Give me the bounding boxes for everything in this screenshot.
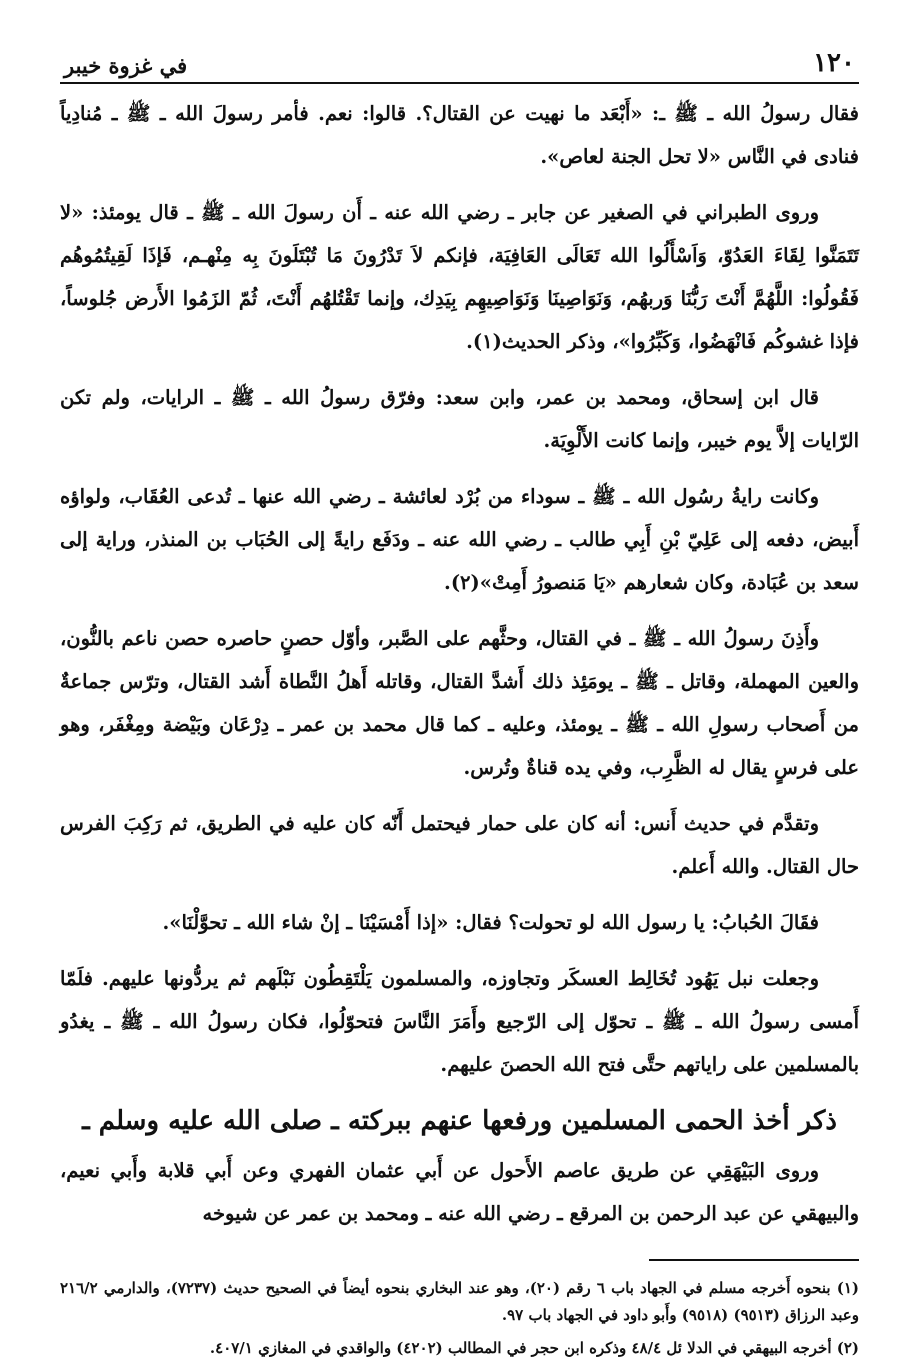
- paragraph: فقَالَ الحُبابُ: يا رسول الله لو تحولت؟ فقال: «إذا أَمْسَيْنَا ـ إنْ شاء الله ـ تحوَّلْنَا».: [162, 911, 819, 934]
- footnote: (٢) أخرجه البيهقي في الدلا ئل ٤٨/٤ وذكره ابن حجر في المطالب (٤٢٠٢) والواقدي في المغازي ٤٠٧/١.: [209, 1339, 859, 1357]
- paragraph: وكانت رايةُ رسُول الله ـ ﷺ ـ سوداء من بُرْد لعائشة ـ رضي الله عنها ـ تُدعى العُقَاب، ولواؤه أَبيض، دفعه إلى عَلِيّ بْنِ أَبِي طالب ـ رضي الله عنه ـ ودَفَع رايةً إلى الحُبَاب بن المنذر، وراية إلى سعد بن عُبَادة، وكان شعارهم «يَا مَنصورُ أَمِتْ»(٢).: [60, 485, 859, 594]
- book-page: [60, 38, 860, 1357]
- paragraph: فقال رسولُ الله ـ ﷺ ـ: «أَبْعَد ما نهيت عن القتال؟. قالوا: نعم. فأمر رسولَ الله ـ ﷺ ـ مُنادِياً فنادى في النَّاس «لا تحل الجنة لعاص».: [60, 102, 859, 168]
- paragraph: وجعلت نبل يَهُود تُخَالِط العسكَر وتجاوزه، والمسلمون يَلْتَقِطُون نَبْلَهم ثم يردُّونها عليهم. فلَمّا أَمسى رسولُ الله ـ ﷺ ـ تحوّل إلى الرّجيع وأَمَرَ النَّاسَ فتحوّلُوا، فكان رسولُ الله ـ ﷺ ـ يغدُو بالمسلمين على راياتهم حتَّى فتح الله الحصنَ عليهم.: [60, 967, 859, 1076]
- footnote-rule: [649, 1259, 859, 1261]
- footnote: (١) بنحوه أَخرجه مسلم في الجهاد باب ٦ رقم (٢٠)، وهو عند البخاري بنحوه أيضاً في الصحيح حديث (٧٢٣٧)، والدارمي ٢١٦/٢ وعبد الرزاق (٩٥١٣) (٩٥١٨) وأَبو داود في الجهاد باب ٩٧.: [60, 1279, 860, 1324]
- paragraph: وروى الطبراني في الصغير عن جابر ـ رضي الله عنه ـ أَن رسولَ الله ـ ﷺ ـ قال يومئذ: «لا تَتَمَنَّوا لِقَاءَ العَدُوّ، وَاَسْأَلُوا الله تَعَالَى العَافِيَة، فإنكم لاَ تَدْرُونَ مَا تُبْتَلَونَ بِه مِنْهـم، فَإذَا لَقِيتُمُوهُم فَقُولُوا: اللَّهُمَّ أَنْتَ رَبُّنَا وَربهُم، وَنَوَاصِينَا وَنَوَاصِيهِم بِيَدِك، وإنما تَقْتُلهُم أَنْتَ، ثُمّ الزَمُوا الأَرض جُلوساً، فإذا غشوكُم فَانْهَضُوا، وَكَبِّرُوا»، وذكر الحديث(١).: [60, 201, 859, 353]
- page-header: [60, 38, 859, 78]
- page-number: ١٢٠: [813, 48, 855, 78]
- running-title: في غزوة خيبر: [64, 53, 188, 78]
- footnotes: [60, 1275, 859, 1362]
- paragraph: وتقدَّم في حديث أَنس: أنه كان على حمار فيحتمل أَنّه كان عليه في الطريق، ثم رَكِبَ الفرس حال القتال. والله أَعلم.: [60, 812, 859, 878]
- paragraph: قال ابن إسحاق، ومحمد بن عمر، وابن سعد: وفرّق رسولُ الله ـ ﷺ ـ الرايات، ولم تكن الرّايات إلاَّ يوم خيبر، وإنما كانت الأَلْوِيَة.: [60, 386, 859, 452]
- header-rule: [60, 82, 859, 84]
- section-paragraph: وروى البَيْهَقِي عن طريق عاصم الأَحول عن أَبي عثمان الفهري وعن أَبي قلابة وأَبي نعيم، والبيهقي عن عبد الرحمن بن المرقع ـ رضي الله عنه ـ ومحمد بن عمر عن شيوخه: [60, 1159, 859, 1225]
- main-text: [60, 92, 859, 1086]
- section-heading: ذكر أخذ الحمى المسلمين ورفعها عنهم ببركته ـ صلى الله عليه وسلم ـ: [82, 1106, 837, 1136]
- paragraph: وأَذِنَ رسولُ الله ـ ﷺ ـ في القتال، وحثَّهم على الصَّبر، وأوّل حصنٍ حاصره حصن ناعم بالنُّون، والعين المهملة، وقاتل ـ ﷺ ـ يومَئِذ ذلك أَشدَّ القتال، وقاتله أَهلُ النَّطاة أَشد القتال، وترّس جماعةٌ من أَصحاب رسولِ الله ـ ﷺ ـ يومئذ، وعليه ـ كما قال محمد بن عمر ـ دِرْعَان وبَيْضة ومِغْفَر، وهو على فرسٍ يقال له الظَّرِب، وفي يده قناةٌ وتُرس.: [60, 627, 859, 779]
